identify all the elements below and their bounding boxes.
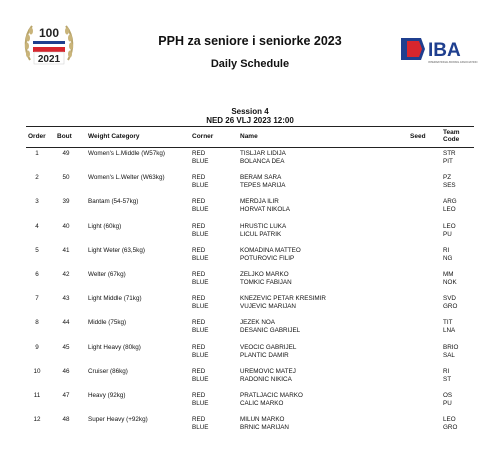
document-subtitle: Daily Schedule [210, 58, 290, 70]
weight-category-cell: Heavy (92kg) [88, 392, 126, 399]
blue-boxer-name: RADONIC NIKICA [240, 375, 292, 383]
red-corner-cell: RED [192, 271, 206, 278]
document-title: PPH za seniore i seniorke 2023 [158, 34, 342, 48]
svg-text:100: 100 [38, 26, 60, 40]
blue-boxer-name: POTUROVIC FILIP [240, 254, 295, 262]
blue-boxer-name: TEPES MARIJA [240, 182, 286, 190]
red-team-code: OS [443, 392, 453, 399]
blue-team-code: LEO [443, 206, 456, 214]
red-boxer-name: ZELJKO MARKO [240, 271, 289, 278]
order-cell: 2 [35, 174, 39, 182]
red-team-code: RI [443, 367, 450, 375]
order-cell: 11 [33, 392, 41, 399]
header-weight: Weight Category [88, 133, 140, 140]
weight-category-cell: Super Heavy (+92kg) [88, 416, 148, 424]
red-team-code: MM [443, 271, 454, 278]
red-boxer-name: UREMOVIC MATEJ [240, 367, 296, 375]
order-cell: 4 [35, 222, 39, 230]
blue-corner-cell: BLUE [192, 327, 209, 335]
bout-cell: 48 [62, 416, 70, 424]
bout-cell: 43 [62, 295, 70, 303]
table-row [0, 368, 500, 386]
bout-cell: 45 [62, 343, 70, 351]
weight-category-cell: Cruiser (86kg) [88, 367, 128, 375]
blue-team-code: GRO [443, 303, 458, 311]
header-corner: Corner [192, 133, 214, 140]
header-bottom-rule [26, 147, 474, 148]
header-seed: Seed [410, 133, 426, 140]
session-info [0, 107, 500, 125]
red-corner-cell: RED [192, 392, 206, 399]
blue-boxer-name: PLANTIC DAMIR [240, 351, 289, 359]
blue-boxer-name: BRNIC MARIJAN [240, 424, 289, 432]
bout-cell: 39 [62, 198, 70, 206]
blue-corner-cell: BLUE [192, 375, 209, 383]
table-row [0, 392, 500, 410]
weight-category-cell: Bantam (54-57kg) [88, 198, 139, 206]
order-cell: 3 [35, 198, 39, 206]
blue-boxer-name: DESANIC GABRIJEL [240, 327, 301, 335]
blue-team-code: PU [443, 230, 452, 238]
blue-corner-cell: BLUE [192, 182, 209, 190]
blue-team-code: GRO [443, 424, 458, 432]
weight-category-cell: Middle (75kg) [88, 319, 127, 327]
red-team-code: LEO [443, 222, 456, 230]
red-team-code: STR [443, 150, 456, 157]
red-boxer-name: TISLJAR LIDIJA [240, 150, 286, 157]
weight-category-cell: Women's L.Middle (W57kg) [88, 150, 166, 157]
table-row [0, 223, 500, 241]
blue-corner-cell: BLUE [192, 303, 209, 311]
header-top-rule [26, 126, 474, 127]
blue-boxer-name: TOMKIC FABIJAN [240, 279, 292, 286]
svg-text:IBA: IBA [428, 40, 461, 61]
blue-team-code: SAL [443, 351, 455, 359]
blue-corner-cell: BLUE [192, 206, 209, 214]
table-row [0, 150, 500, 168]
blue-corner-cell: BLUE [192, 400, 209, 407]
red-corner-cell: RED [192, 367, 206, 375]
table-row [0, 174, 500, 192]
red-team-code: SVD [443, 295, 456, 303]
red-team-code: TIT [443, 319, 453, 327]
red-team-code: BRIO [443, 343, 459, 351]
order-cell: 7 [35, 295, 39, 303]
red-corner-cell: RED [192, 150, 206, 157]
red-boxer-name: VEOCIC GABRIJEL [240, 343, 297, 351]
red-corner-cell: RED [192, 198, 206, 206]
blue-corner-cell: BLUE [192, 230, 209, 238]
blue-boxer-name: VUJEVIC MARIJAN [240, 303, 296, 311]
bout-cell: 49 [62, 150, 70, 157]
table-row [0, 416, 500, 434]
blue-team-code: ST [443, 375, 452, 383]
red-boxer-name: MILUN MARKO [240, 416, 285, 424]
bout-cell: 50 [62, 174, 70, 182]
blue-team-code: PU [443, 400, 452, 407]
weight-category-cell: Light Heavy (80kg) [88, 343, 141, 351]
blue-team-code: NOK [443, 279, 457, 286]
blue-boxer-name: BOLANCA DEA [240, 158, 285, 165]
blue-boxer-name: CALIC MARKO [240, 400, 284, 407]
red-team-code: PZ [443, 174, 452, 182]
weight-category-cell: Light Middle (71kg) [88, 295, 142, 303]
red-team-code: RI [443, 246, 450, 254]
red-corner-cell: RED [192, 246, 206, 254]
bout-cell: 42 [62, 271, 70, 278]
blue-corner-cell: BLUE [192, 158, 209, 165]
header-order: Order [28, 133, 46, 140]
svg-text:INTERNATIONAL BOXING ASSOCIATI: INTERNATIONAL BOXING ASSOCIATION [428, 61, 478, 64]
blue-boxer-name: HORVAT NIKOLA [240, 206, 290, 214]
bout-cell: 47 [62, 392, 70, 399]
order-cell: 8 [35, 319, 39, 327]
blue-corner-cell: BLUE [192, 424, 209, 432]
header-code: Code [443, 136, 460, 143]
table-row [0, 295, 500, 313]
svg-text:2021: 2021 [37, 54, 61, 65]
weight-category-cell: Light Weter (63,5kg) [88, 246, 145, 254]
weight-category-cell: Women's L.Welter (W63kg) [88, 174, 165, 182]
red-corner-cell: RED [192, 222, 206, 230]
blue-team-code: LNA [443, 327, 456, 335]
blue-corner-cell: BLUE [192, 351, 209, 359]
header-team: Team [443, 129, 460, 136]
order-cell: 12 [33, 416, 41, 424]
red-boxer-name: PRATLJACIC MARKO [240, 392, 303, 399]
red-boxer-name: BERAM SARA [240, 174, 282, 182]
red-corner-cell: RED [192, 416, 206, 424]
weight-category-cell: Light (60kg) [88, 222, 122, 230]
blue-corner-cell: BLUE [192, 279, 209, 286]
bout-cell: 41 [62, 246, 70, 254]
red-boxer-name: KNEZEVIC PETAR KRESIMIR [240, 295, 326, 303]
order-cell: 1 [35, 150, 39, 157]
red-boxer-name: HRUSTIC LUKA [240, 222, 287, 230]
table-row [0, 198, 500, 216]
table-row [0, 271, 500, 289]
bout-cell: 44 [62, 319, 70, 327]
red-corner-cell: RED [192, 174, 206, 182]
bout-cell: 46 [62, 367, 70, 375]
header-name: Name [240, 133, 258, 140]
table-row [0, 247, 500, 265]
weight-category-cell: Welter (67kg) [88, 271, 126, 278]
red-boxer-name: KOMADINA MATTEO [240, 246, 301, 254]
session-label: Session 4 [231, 107, 269, 116]
red-team-code: ARG [443, 198, 457, 206]
red-team-code: LEO [443, 416, 456, 424]
bout-cell: 40 [62, 222, 70, 230]
red-corner-cell: RED [192, 295, 206, 303]
red-boxer-name: MERDJA ILIR [240, 198, 279, 206]
red-corner-cell: RED [192, 343, 206, 351]
table-row [0, 319, 500, 337]
blue-team-code: PIT [443, 158, 453, 165]
red-corner-cell: RED [192, 319, 206, 327]
session-date: NED 26 VLJ 2023 12:00 [206, 116, 294, 125]
order-cell: 10 [33, 367, 41, 375]
table-row [0, 344, 500, 362]
blue-team-code: SES [443, 182, 456, 190]
blue-corner-cell: BLUE [192, 254, 209, 262]
blue-boxer-name: LICUL PATRIK [240, 230, 282, 238]
red-boxer-name: JEZEK NOA [240, 319, 275, 327]
header-bout: Bout [57, 133, 72, 140]
order-cell: 5 [35, 246, 39, 254]
order-cell: 6 [35, 271, 39, 278]
blue-team-code: NG [443, 254, 453, 262]
order-cell: 9 [35, 343, 39, 351]
table-header [0, 129, 500, 147]
